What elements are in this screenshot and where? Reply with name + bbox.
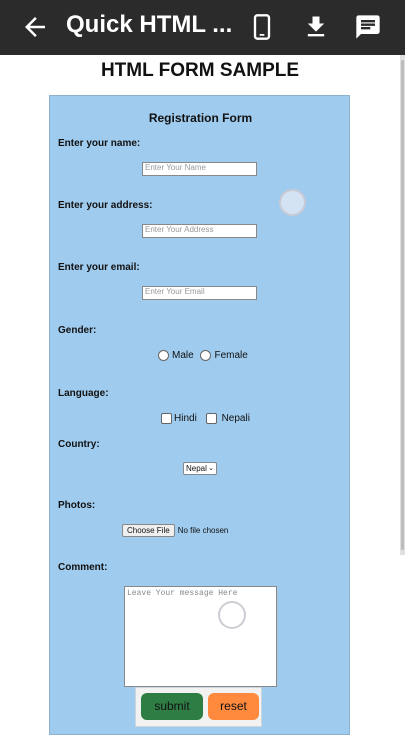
registration-form bbox=[49, 95, 350, 735]
touch-indicator-2 bbox=[218, 601, 246, 629]
touch-indicator bbox=[279, 189, 306, 216]
radio-male-label: Male bbox=[172, 350, 194, 362]
message-icon[interactable] bbox=[354, 13, 382, 41]
country-select-value: Nepal bbox=[186, 464, 207, 473]
comment-label: Comment: bbox=[58, 562, 108, 573]
comment-textarea[interactable] bbox=[124, 586, 277, 687]
chevron-down-icon: ⌄ bbox=[208, 465, 214, 472]
radio-female-label: Female bbox=[214, 350, 248, 362]
checkbox-nepali[interactable] bbox=[206, 413, 217, 424]
download-icon[interactable] bbox=[302, 13, 330, 41]
submit-button[interactable]: submit bbox=[141, 693, 203, 720]
reset-button[interactable]: reset bbox=[208, 693, 259, 720]
language-label: Language: bbox=[58, 388, 109, 399]
app-title: Quick HTML ... bbox=[66, 11, 233, 38]
country-select[interactable] bbox=[183, 462, 217, 475]
email-label: Enter your email: bbox=[58, 262, 140, 273]
gender-label: Gender: bbox=[58, 325, 97, 336]
checkbox-hindi[interactable] bbox=[161, 413, 172, 424]
page-title: HTML FORM SAMPLE bbox=[100, 60, 300, 81]
name-input[interactable]: Enter Your Name bbox=[142, 162, 257, 176]
comment-placeholder: Leave Your message Here bbox=[127, 589, 238, 598]
form-heading: Registration Form bbox=[148, 111, 253, 125]
radio-female[interactable] bbox=[200, 350, 211, 361]
country-label: Country: bbox=[58, 439, 100, 450]
checkbox-hindi-label: Hindi bbox=[174, 413, 197, 425]
address-label: Enter your address: bbox=[58, 200, 153, 211]
photos-label: Photos: bbox=[58, 500, 96, 511]
address-input[interactable]: Enter Your Address bbox=[142, 224, 257, 238]
choose-file-button[interactable]: Choose File bbox=[122, 524, 175, 537]
file-status: No file chosen bbox=[177, 526, 229, 535]
language-options bbox=[161, 413, 250, 424]
gender-options bbox=[158, 350, 248, 361]
email-input[interactable]: Enter Your Email bbox=[142, 286, 257, 300]
button-group bbox=[135, 687, 262, 727]
phone-preview-icon[interactable] bbox=[248, 13, 276, 41]
checkbox-nepali-label: Nepali bbox=[221, 413, 250, 425]
scrollbar-thumb[interactable] bbox=[401, 60, 404, 550]
name-label: Enter your name: bbox=[58, 138, 141, 149]
arrow-back-icon[interactable] bbox=[20, 12, 50, 42]
radio-male[interactable] bbox=[158, 350, 169, 361]
app-bar bbox=[0, 0, 405, 55]
file-upload bbox=[122, 524, 228, 537]
